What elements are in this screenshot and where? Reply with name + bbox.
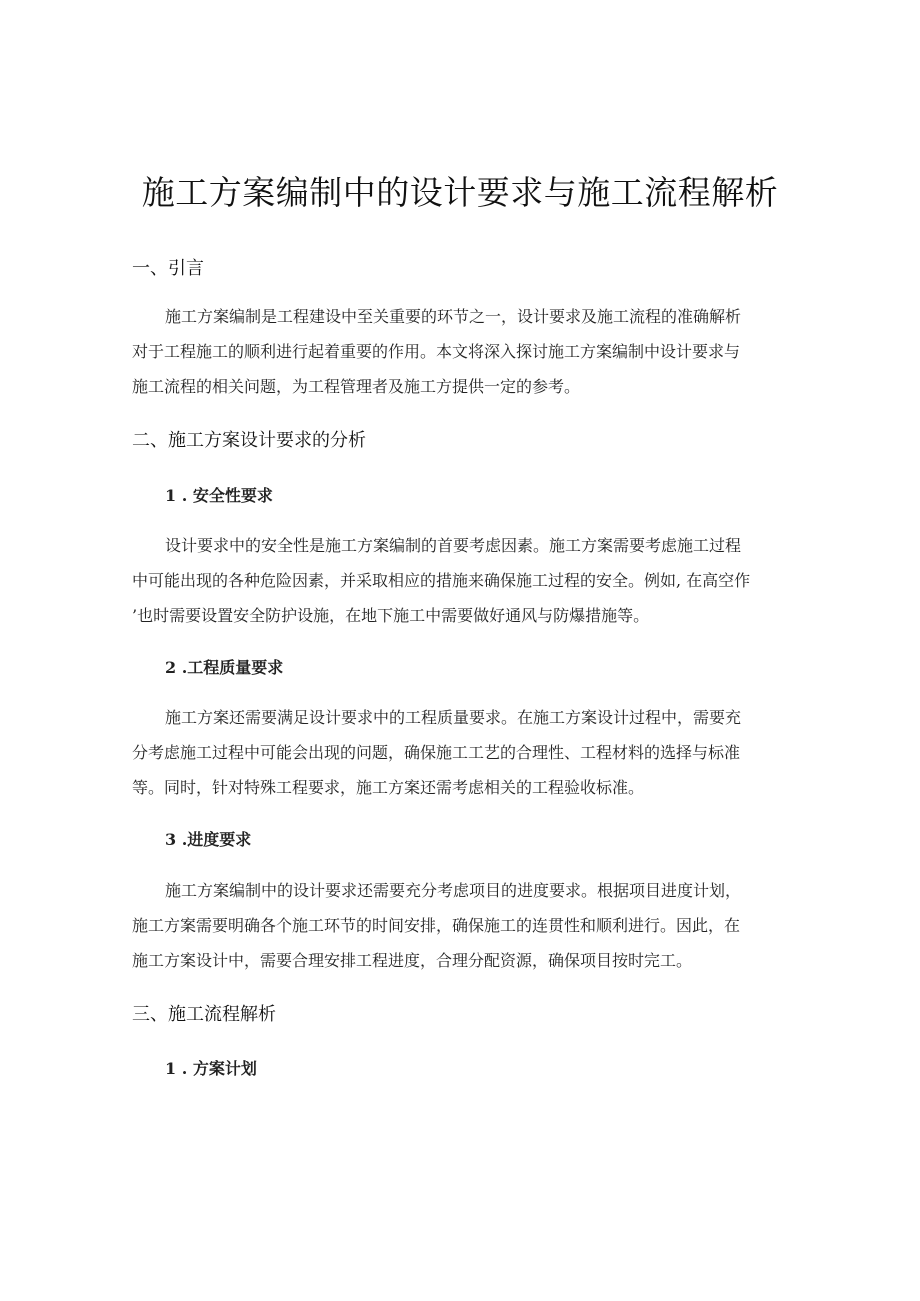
quality-paragraph xyxy=(132,700,782,805)
paragraph-line: 分考虑施工过程中可能会出现的问题，确保施工工艺的合理性、工程材料的选择与标准 xyxy=(132,743,741,762)
paragraph-line: 施工方案还需要满足设计要求中的工程质量要求。在施工方案设计过程中，需要充 xyxy=(165,708,742,727)
intro-paragraph xyxy=(132,299,782,404)
subheading-plan: 1 . 方案计划 xyxy=(165,1059,257,1078)
paragraph-line: 施工流程的相关问题，为工程管理者及施工方提供一定的参考。 xyxy=(132,377,581,396)
section-heading-process: 三、施工流程解析 xyxy=(132,1004,276,1025)
paragraph-line: 对于工程施工的顺利进行起着重要的作用。本文将深入探讨施工方案编制中设计要求与 xyxy=(132,342,741,361)
safety-paragraph xyxy=(132,528,782,633)
document-title: 施工方案编制中的设计要求与施工流程解析 xyxy=(141,173,779,212)
paragraph-line: 施工方案编制中的设计要求还需要充分考虑项目的进度要求。根据项目进度计划， xyxy=(165,881,742,900)
paragraph-line: 施工方案设计中，需要合理安排工程进度，合理分配资源，确保项目按时完工。 xyxy=(132,951,693,970)
paragraph-line: 等。同时，针对特殊工程要求，施工方案还需考虑相关的工程验收标准。 xyxy=(132,778,645,797)
paragraph-line: 施工方案编制是工程建设中至关重要的环节之一，设计要求及施工流程的准确解析 xyxy=(165,307,742,326)
section-heading-intro: 一、引言 xyxy=(132,258,204,279)
schedule-paragraph xyxy=(132,873,782,978)
subheading-schedule: 3 .进度要求 xyxy=(165,830,252,849)
paragraph-line: 中可能出现的各种危险因素，并采取相应的措施来确保施工过程的安全。例如, 在高空作 xyxy=(132,571,751,590)
section-heading-design: 二、施工方案设计要求的分析 xyxy=(132,430,366,451)
subheading-safety: 1 . 安全性要求 xyxy=(165,486,273,505)
paragraph-line: 设计要求中的安全性是施工方案编制的首要考虑因素。施工方案需要考虑施工过程 xyxy=(165,536,742,555)
paragraph-line: ’也时需要设置安全防护设施，在地下施工中需要做好通风与防爆措施等。 xyxy=(132,606,650,625)
subheading-quality: 2 .工程质量要求 xyxy=(165,658,284,677)
paragraph-line: 施工方案需要明确各个施工环节的时间安排，确保施工的连贯性和顺利进行。因此，在 xyxy=(132,916,741,935)
